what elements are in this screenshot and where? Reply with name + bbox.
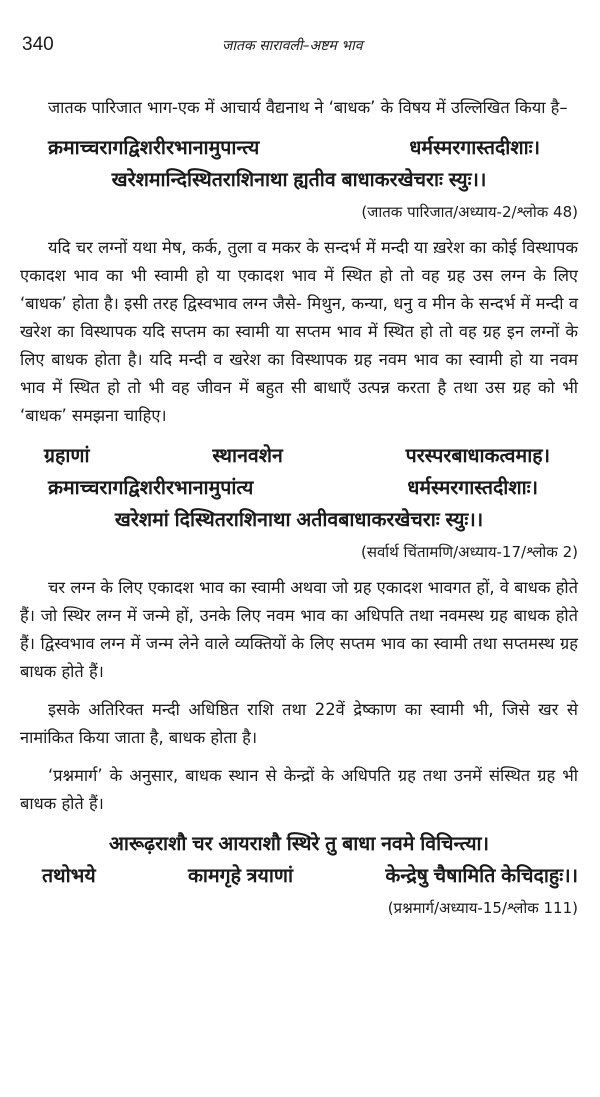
- citation: (जातक पारिजात/अध्याय-2/श्लोक 48): [361, 203, 578, 221]
- verse-segment: धर्मस्मरगास्तदीशाः।: [409, 136, 540, 159]
- verse-sarvartha-chintamani: [20, 440, 578, 566]
- citation: (प्रश्नमार्ग/अध्याय-15/श्लोक 111): [387, 899, 578, 917]
- verse-segment: ग्रहाणां: [44, 444, 90, 467]
- verse-jataka-parijata: [20, 132, 578, 226]
- verse-segment: क्रमाच्चरागद्विशरीरभानामुपान्त्य: [48, 136, 260, 159]
- verse-prashnamarga: [20, 828, 578, 922]
- running-title: जातक सारावली–अष्टम भाव: [222, 38, 363, 54]
- verse-segment: तथोभये: [42, 864, 96, 887]
- verse-line: [20, 132, 578, 164]
- verse-segment: स्थानवशेन: [212, 444, 283, 467]
- verse-line: [20, 164, 578, 196]
- verse-segment: परस्परबाधाकत्वमाह।: [405, 444, 550, 467]
- page-body: [20, 94, 578, 930]
- verse-segment: आरूढ़राशौ चर आयराशौ स्थिरे तु बाधा नवमे विचिन्त्या।: [109, 832, 489, 855]
- verse-segment: धर्मस्मरगास्तदीशाः।: [407, 476, 538, 499]
- verse-line: [20, 828, 578, 860]
- verse-line: [20, 472, 578, 504]
- paragraph-intro: जातक पारिजात भाग-एक में आचार्य वैद्यनाथ ने ‘बाधक’ के विषय में उल्लिखित किया है–: [48, 98, 568, 117]
- citation: (सर्वार्थ चिंतामणि/अध्याय-17/श्लोक 2): [360, 543, 578, 561]
- paragraph-badhak-explanation: यदि चर लग्नों यथा मेष, कर्क, तुला व मकर के सन्दर्भ में मन्दी या ख़रेश का कोई विस्थापक एकादश भाव का भी स्वामी हो या एकादश भाव में स्थित हो तो वह ग्रह उस लग्न के लिए ‘बाधक’ होता है। इसी तरह द्विस्वभाव लग्न जैसे- मिथुन, कन्या, धनु व मीन के सन्दर्भ में मन्दी व खरेश का विस्थापक यदि सप्तम का स्वामी या सप्तम भाव में स्थित हो तो वह ग्रह इन लग्नों के लिए बाधक होता है। यदि मन्दी व खरेश का विस्थापक ग्रह नवम भाव का स्वामी हो या नवम भाव में स्थित हो तो भी वह जीवन में बहुत सी बाधाएँ उत्पन्न करता है तथा उस ग्रह को भी ‘बाधक’ समझना चाहिए।: [20, 238, 578, 425]
- paragraph-lagna-rules: चर लग्न के लिए एकादश भाव का स्वामी अथवा जो ग्रह एकादश भावगत हों, वे बाधक होते हैं। जो स्थिर लग्न में जन्मे हों, उनके लिए नवम भाव का अधिपति तथा नवमस्थ ग्रह बाधक होते हैं। द्विस्वभाव लग्न में जन्म लेने वाले व्यक्तियों के लिए सप्तम भाव का स्वामी तथा सप्तमस्थ ग्रह बाधक होते हैं।: [20, 578, 578, 681]
- verse-segment: क्रमाच्चरागद्विशरीरभानामुपांत्य: [48, 476, 254, 499]
- verse-line: [20, 860, 578, 892]
- verse-segment: खरेशमां दिस्थितराशिनाथा अतीवबाधाकरखेचराः स्युः।।: [114, 508, 484, 531]
- verse-segment: खरेशमान्दिस्थितराशिनाथा ह्यतीव बाधाकरखेचराः स्युः।।: [111, 168, 487, 191]
- paragraph-prashnamarga: ‘प्रश्नमार्ग’ के अनुसार, बाधक स्थान से केन्द्रों के अधिपति ग्रह तथा उनमें संस्थित ग्रह भी बाधक होते हैं।: [20, 766, 578, 813]
- verse-line: [20, 440, 578, 472]
- paragraph-mandi: इसके अतिरिक्त मन्दी अधिष्ठित राशि तथा 22वें द्रेष्काण का स्वामी भी, जिसे खर से नामांकित किया जाता है, बाधक होता है।: [20, 700, 578, 747]
- page-number: 340: [22, 34, 54, 55]
- verse-segment: कामगृहे त्रयाणां: [187, 864, 294, 887]
- verse-segment: केन्द्रेषु चैषामिति केचिदाहुः।।: [385, 864, 578, 887]
- page-header: [22, 34, 578, 64]
- verse-line: [20, 504, 578, 536]
